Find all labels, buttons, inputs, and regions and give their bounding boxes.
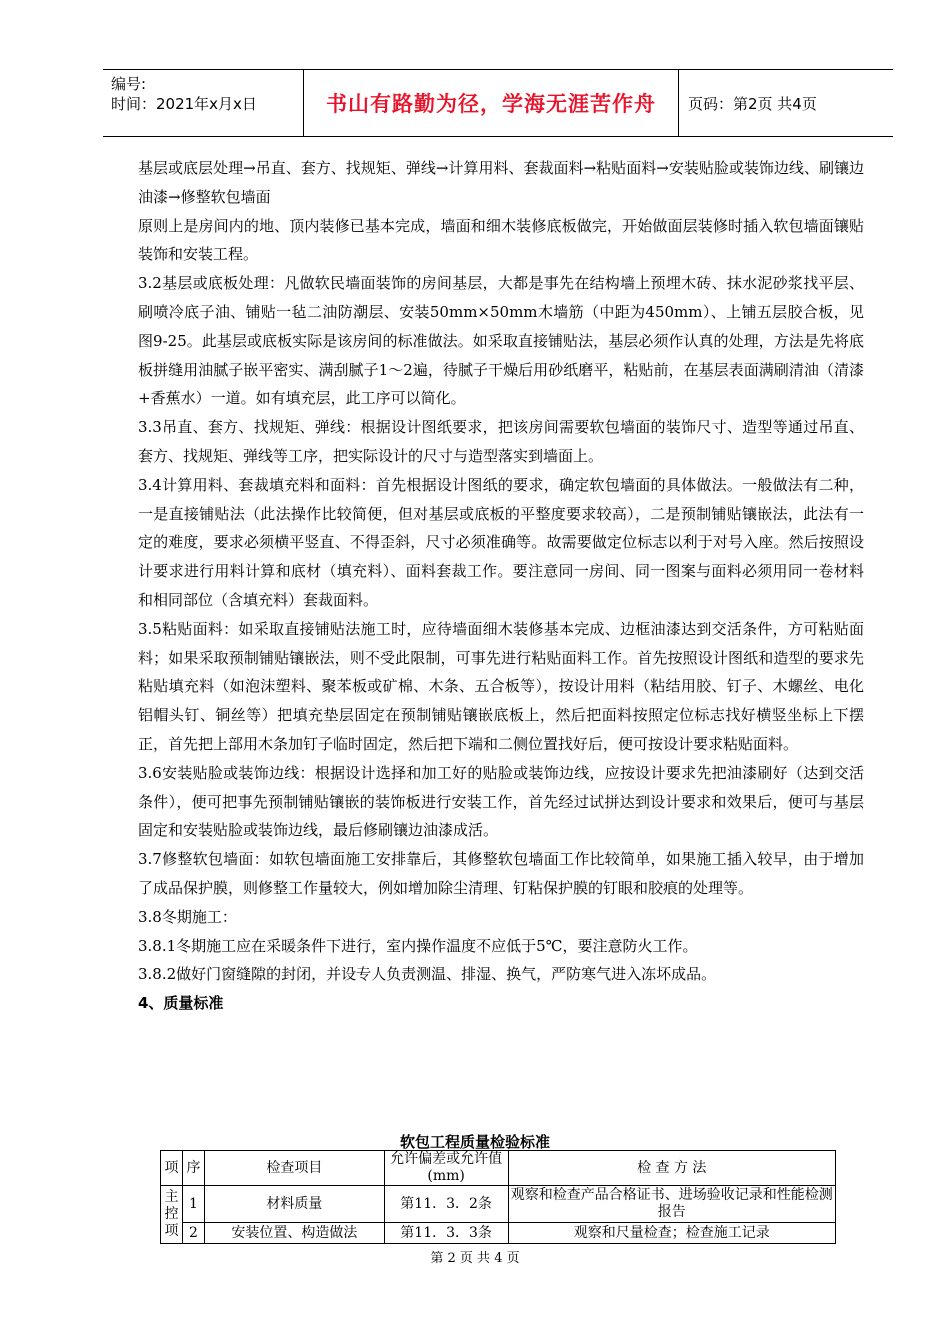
table-header-row <box>161 1151 836 1186</box>
row-item: 安装位置、构造做法 <box>204 1223 384 1244</box>
paragraph: 3.8.2做好门窗缝隙的封闭，并设专人负责测温、排湿、换气，严防寒气进入冻坏成品。 <box>138 965 717 984</box>
document-body <box>138 154 864 1018</box>
header-motto: 书山有路勤为径，学海无涯苦作舟 <box>326 92 656 116</box>
table-title: 软包工程质量检验标准 <box>399 1133 550 1151</box>
row-seq: 1 <box>182 1186 204 1223</box>
col-header-seq: 序 <box>182 1151 204 1186</box>
header-motto-cell <box>304 70 679 136</box>
page-header <box>103 69 893 137</box>
paragraph: 3.6安装贴脸或装饰边线：根据设计选择和加工好的贴脸或装饰边线，应按设计要求先把油漆刷好（达到交活条件），便可把事先预制铺贴镶嵌的装饰板进行安装工作，首先经过试拼达到设计要求和效果后，便可与基层固定和安装贴脸或装饰边线，最后修刷镶边油漆成活。 <box>138 763 864 840</box>
group-label-cell: 主控项 <box>161 1186 183 1244</box>
quality-table <box>160 1150 836 1244</box>
col-header-item: 检查项目 <box>204 1151 384 1186</box>
paragraph: 3.3吊直、套方、找规矩、弹线：根据设计图纸要求，把该房间需要软包墙面的装饰尺寸、造型等通过吊直、套方、找规矩、弹线等工序，把实际设计的尺寸与造型落实到墙面上。 <box>138 418 864 465</box>
col-header-group: 项 <box>161 1151 183 1186</box>
section-heading: 4、质量标准 <box>138 994 224 1013</box>
header-page-info: 页码：第2页 共4页 <box>688 94 817 113</box>
row-item: 材料质量 <box>204 1186 384 1223</box>
paragraph: 3.7修整软包墙面：如软包墙面施工安排靠后，其修整软包墙面工作比较简单，如果施工插入较早，由于增加了成品保护膜，则修整工作量较大，例如增加除尘清理、钉粘保护膜的钉眼和胶痕的处理等。 <box>138 850 864 897</box>
doc-date-label: 时间：2021年x月x日 <box>111 95 257 113</box>
paragraph: 原则上是房间内的地、顶内装修已基本完成，墙面和细木装修底板做完，开始做面层装修时插入软包墙面镶贴装饰和安装工程。 <box>138 216 864 264</box>
doc-number-label: 编号: <box>111 75 147 93</box>
table-row <box>161 1223 836 1244</box>
paragraph: 3.5粘贴面料：如采取直接铺贴法施工时，应待墙面细木装修基本完成、边框油漆达到交活条件，方可粘贴面料；如果采取预制铺贴镶嵌法，则不受此限制，可事先进行粘贴面料工作。首先按照设计图纸和造型的要求先粘贴填充料（如泡沫塑料、聚苯板或矿棉、木条、五合板等），按设计用料（粘结用胶、钉子、木螺丝、电化铝帽头钉、铜丝等）把填充垫层固定在预制铺贴镶嵌底板上，然后把面料按照定位标志找好横竖坐标上下摆正，首先把上部用木条加钉子临时固定，然后把下端和二侧位置找好后，便可按设计要求粘贴面料。 <box>138 619 864 753</box>
col-header-method: 检 查 方 法 <box>508 1151 835 1186</box>
col-header-tolerance: 允许偏差或允许值(mm) <box>384 1151 508 1186</box>
row-method: 观察和尺量检查；检查施工记录 <box>508 1223 835 1244</box>
header-meta <box>103 70 304 136</box>
table-row <box>161 1186 836 1223</box>
page-footer: 第 2 页 共 4 页 <box>430 1251 520 1266</box>
row-value: 第11．3．3条 <box>384 1223 508 1244</box>
paragraph: 基层或底层处理→吊直、套方、找规矩、弹线→计算用料、套裁面料→粘贴面料→安装贴脸或装饰边线、刷镶边油漆→修整软包墙面 <box>138 159 864 206</box>
paragraph: 3.8.1冬期施工应在采暖条件下进行，室内操作温度不应低于5℃，要注意防火工作。 <box>138 936 698 955</box>
paragraph: 3.4计算用料、套裁填充料和面料：首先根据设计图纸的要求，确定软包墙面的具体做法。一般做法有二种，一是直接铺贴法（此法操作比较简便，但对基层或底板的平整度要求较高），二是预制铺贴镶嵌法，此法有一定的难度，要求必须横平竖直、不得歪斜，尺寸必须准确等。故需要做定位标志以利于对号入座。然后按照设计要求进行用料计算和底材（填充料）、面料套裁工作。要注意同一房间、同一图案与面料必须用同一卷材料和相同部位（含填充料）套裁面料。 <box>138 475 864 609</box>
paragraph: 3.8冬期施工： <box>138 907 237 926</box>
paragraph: 3.2基层或底板处理：凡做软民墙面装饰的房间基层，大都是事先在结构墙上预埋木砖、抹水泥砂浆找平层、刷喷冷底子油、铺贴一毡二油防潮层、安装50mm×50mm木墙筋（中距为450mm）、上铺五层胶合板，见图9-25。此基层或底板实际是该房间的标准做法。如采取直接铺贴法，基层必须作认真的处理，方法是先将底板拼缝用油腻子嵌平密实、满刮腻子1～2遍，待腻子干燥后用砂纸磨平，粘贴前，在基层表面满刷清油（清漆+香蕉水）一道。如有填充层，此工序可以简化。 <box>138 274 864 408</box>
row-method: 观察和检查产品合格证书、进场验收记录和性能检测报告 <box>508 1186 835 1223</box>
row-seq: 2 <box>182 1223 204 1244</box>
row-value: 第11．3．2条 <box>384 1186 508 1223</box>
